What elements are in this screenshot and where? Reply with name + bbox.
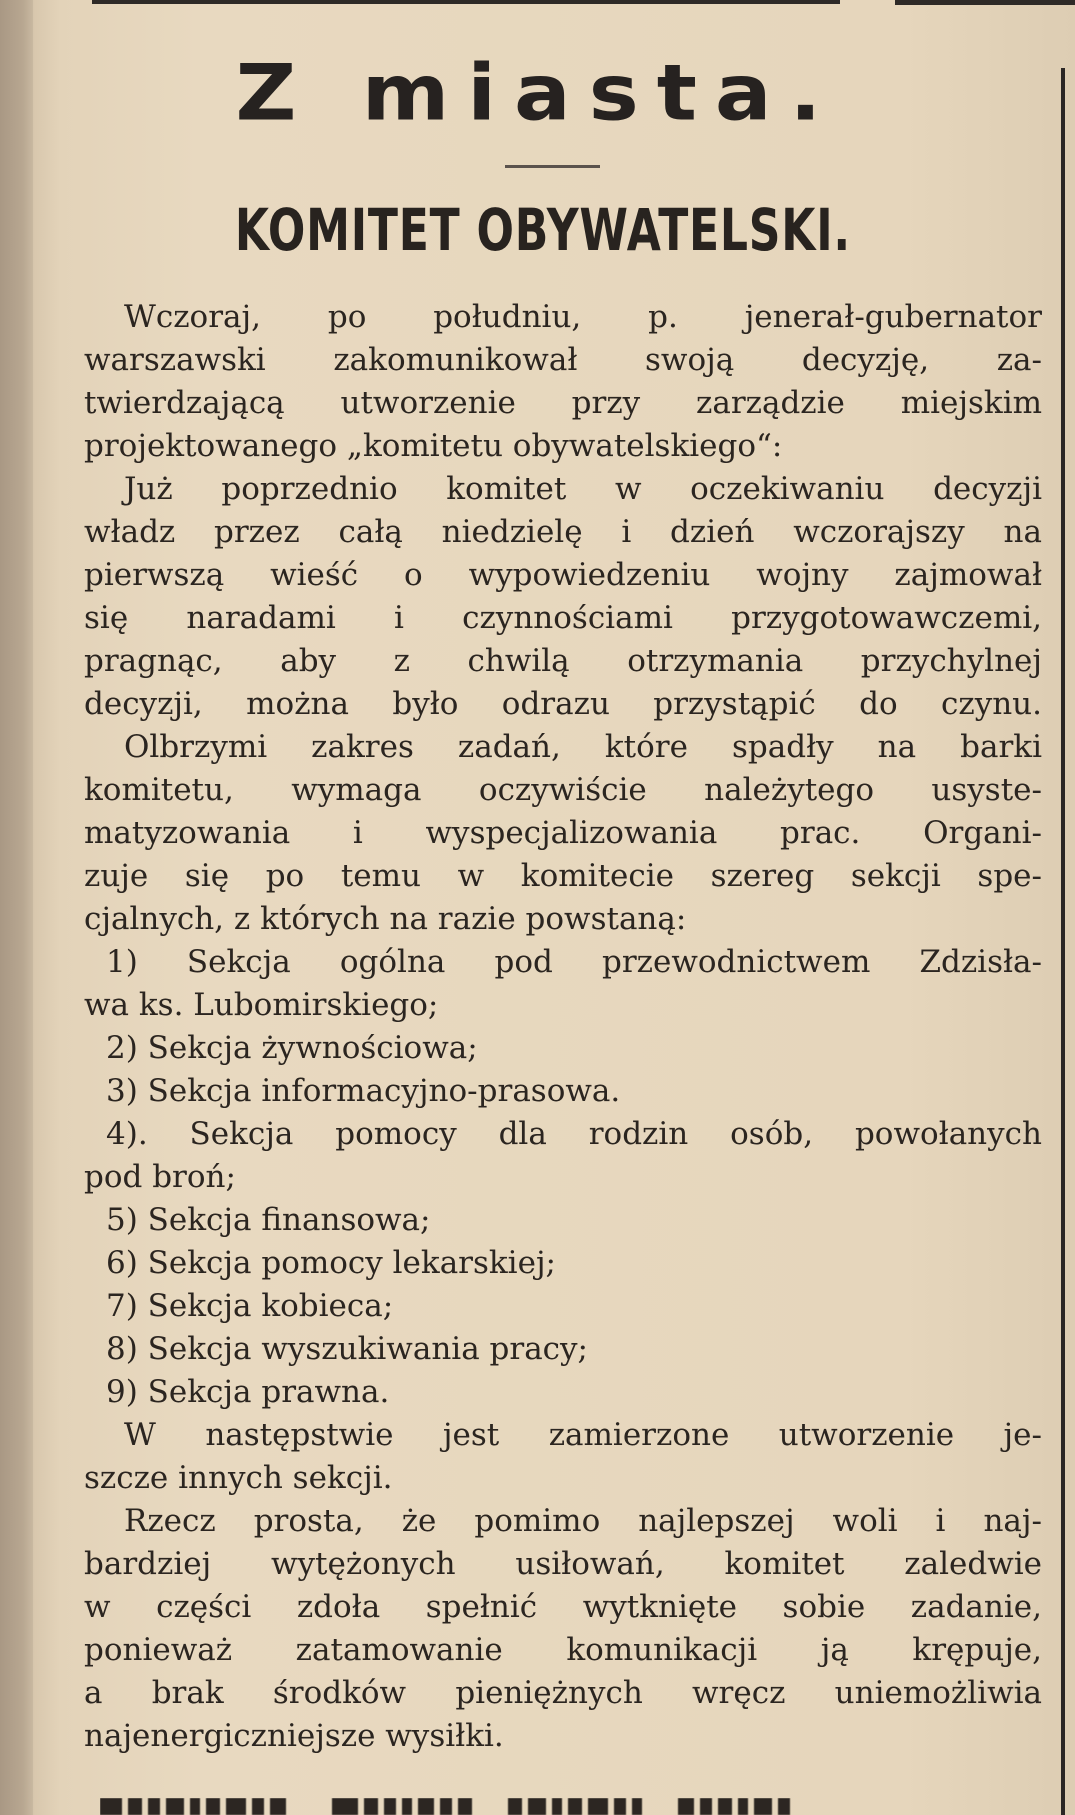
- text-line: decyzji, można było odrazu przystąpić do czynu.: [84, 686, 1042, 722]
- top-rule: [92, 0, 840, 4]
- column-rule: [1061, 68, 1065, 1815]
- text-line: 2) Sekcja żywnościowa;: [106, 1030, 478, 1066]
- text-line: 9) Sekcja prawna.: [106, 1374, 390, 1410]
- text-line: warszawski zakomunikował swoją decyzję, za-: [84, 342, 1042, 378]
- text-line: 4). Sekcja pomocy dla rodzin osób, powołanych: [106, 1116, 1042, 1152]
- text-line: bardziej wytężonych usiłowań, komitet zaledwie: [84, 1546, 1042, 1582]
- text-line: Już poprzednio komitet w oczekiwaniu decyzji: [124, 471, 1042, 507]
- text-line: wa ks. Lubomirskiego;: [84, 987, 439, 1023]
- title-divider: [505, 165, 600, 168]
- text-line: Olbrzymi zakres zadań, które spadły na barki: [124, 729, 1042, 765]
- text-line: 7) Sekcja kobieca;: [106, 1288, 394, 1324]
- text-line: cjalnych, z których na razie powstaną:: [84, 901, 687, 937]
- article-body: [84, 296, 1042, 1758]
- text-line: Wczoraj, po południu, p. jenerał-gubernator: [124, 299, 1042, 335]
- text-line: zuje się po temu w komitecie szereg sekcji spe-: [84, 858, 1042, 894]
- text-line: najenergiczniejsze wysiłki.: [84, 1718, 504, 1754]
- text-line: a brak środków pieniężnych wręcz uniemożliwia: [84, 1675, 1042, 1711]
- text-line: 3) Sekcja informacyjno-prasowa.: [106, 1073, 621, 1109]
- text-line: komitetu, wymaga oczywiście należytego usyste-: [84, 772, 1042, 808]
- text-line: W następstwie jest zamierzone utworzenie je-: [124, 1417, 1042, 1453]
- text-line: 6) Sekcja pomocy lekarskiej;: [106, 1245, 556, 1281]
- text-line: pragnąc, aby z chwilą otrzymania przychylnej: [84, 643, 1042, 679]
- text-line: 5) Sekcja finansowa;: [106, 1202, 431, 1238]
- text-line: matyzowania i wyspecjalizowania prac. Organi-: [84, 815, 1042, 851]
- text-line: ponieważ zatamowanie komunikacji ją krępuje,: [84, 1632, 1042, 1668]
- binding-shadow: [0, 0, 33, 1815]
- text-line: projektowanego „komitetu obywatelskiego“:: [84, 428, 783, 464]
- text-line: pod broń;: [84, 1159, 236, 1195]
- article-title: KOMITET OBYWATELSKI.: [234, 196, 851, 264]
- section-title: Z miasta.: [235, 47, 840, 139]
- text-line: się naradami i czynnościami przygotowawczemi,: [84, 600, 1042, 636]
- text-line: 8) Sekcja wyszukiwania pracy;: [106, 1331, 588, 1367]
- text-line: pierwszą wieść o wypowiedzeniu wojny zajmował: [84, 557, 1042, 593]
- text-line: 1) Sekcja ogólna pod przewodnictwem Zdzisła-: [106, 944, 1042, 980]
- text-line: w części zdoła spełnić wytknięte sobie zadanie,: [84, 1589, 1042, 1625]
- cut-off-next-line: [100, 1798, 940, 1815]
- text-line: szcze innych sekcji.: [84, 1460, 393, 1496]
- text-line: Rzecz prosta, że pomimo najlepszej woli i naj-: [124, 1503, 1042, 1539]
- text-line: twierdzającą utworzenie przy zarządzie miejskim: [84, 385, 1042, 421]
- text-line: władz przez całą niedzielę i dzień wczorajszy na: [84, 514, 1042, 550]
- top-rule-right: [895, 0, 1075, 5]
